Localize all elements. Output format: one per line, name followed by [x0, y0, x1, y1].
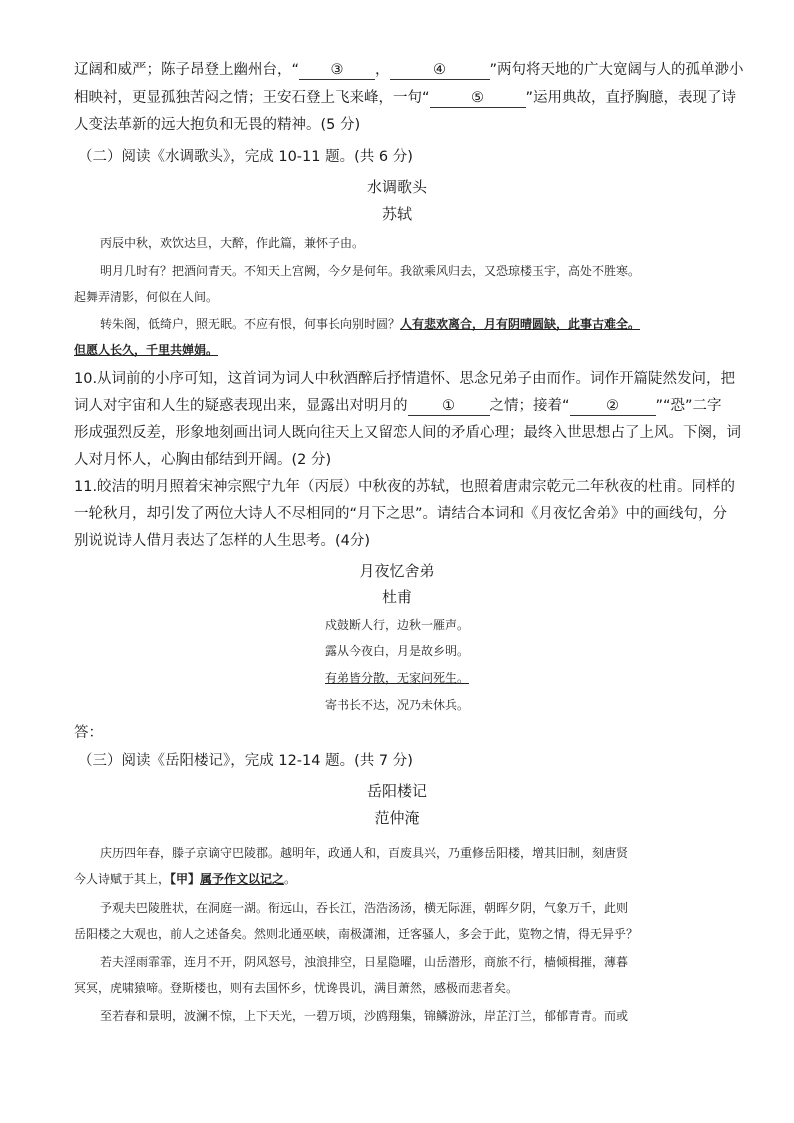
q10-line-3: 形成强烈反差，形象地刻画出词人既向往天上又留恋人间的矛盾心理；最终入世思想占了上风。下阕，词: [74, 425, 741, 441]
poem-author: 杜甫: [381, 588, 412, 606]
prose-author: 范仲淹: [374, 809, 420, 827]
poem-line: [0, 668, 794, 688]
q10-line-4: 人对月怀人，心胸由郁结到开阔。(2 分): [74, 452, 332, 468]
poem-title: 水调歌头: [366, 178, 427, 196]
text: 之情；接着“: [489, 398, 570, 414]
q11-line-3: 别说说诗人借月表达了怎样的人生思考。(4分): [74, 533, 371, 549]
q10-line-1: 10.从词前的小序可知，这首词为词人中秋酒醉后抒情遣怀、思念兄弟子由而作。词作开篇陡然发问，把: [74, 371, 736, 387]
prose-line: 予观夫巴陵胜状，在洞庭一湖。衔远山，吞长江，浩浩汤汤，横无际涯，朝晖夕阴，气象万千，此则: [100, 901, 629, 915]
q11-line-2: 一轮秋月，却引发了两位大诗人不尽相同的“月下之思”。请结合本词和《月夜忆舍弟》中的画线句，分: [74, 506, 728, 522]
prose-line: 至若春和景明，波澜不惊，上下天光，一碧万顷，沙鸥翔集，锦鳞游泳，岸芷汀兰，郁郁青青。而或: [100, 1009, 629, 1023]
prose-line: 冥冥，虎啸猿啼。登斯楼也，则有去国怀乡，忧谗畏讥，满目萧然，感极而悲者矣。: [74, 981, 519, 995]
prose-line: 若夫淫雨霏霏，连月不开，阴风怒号，浊浪排空，日星隐曜，山岳潜形，商旅不行，樯倾楫摧，薄暮: [100, 955, 629, 969]
answer-blank-3[interactable]: [299, 62, 375, 80]
answer-blank-2[interactable]: [570, 398, 656, 416]
section-heading-3: （三）阅读《岳阳楼记》，完成 12-14 题。(共 7 分): [78, 753, 413, 769]
poem-line: 起舞弄清影，何似在人间。: [74, 290, 219, 304]
text: ”运用典故，直抒胸臆，表现了诗: [525, 90, 737, 106]
top-line-1: [74, 60, 744, 80]
poem-line: 露从今夜白，月是故乡明。: [324, 644, 469, 658]
poem-preface: 丙辰中秋，欢饮达旦，大醉，作此篇，兼怀子由。: [100, 236, 365, 250]
blank-label: ③: [330, 62, 344, 78]
prose-line: 庆历四年春，滕子京谪守巴陵郡。越明年，政通人和，百废具兴，乃重修岳阳楼，增其旧制，刻唐贤: [100, 846, 629, 860]
blank-label: ②: [606, 398, 620, 414]
top-line-3: 人变法革新的远大抱负和无畏的精神。(5 分): [74, 117, 361, 133]
prose-line: 岳阳楼之大观也，前人之述备矣。然则北通巫峡，南极潇湘，迁客骚人，多会于此，览物之情，得无异乎？: [74, 927, 639, 941]
text: ”“恐”二字: [655, 398, 722, 414]
q11-line-1: 11.皎洁的明月照着宋神宗熙宁九年（丙辰）中秋夜的苏轼，也照着唐肃宗乾元二年秋夜的杜甫。同样的: [74, 479, 736, 495]
top-line-2: [74, 88, 737, 108]
text: 今人诗赋于其上，: [74, 872, 171, 886]
text: ”两句将天地的广大宽阔与人的孤单渺小: [489, 62, 744, 78]
text: 。: [284, 872, 297, 886]
answer-blank-4[interactable]: [390, 62, 490, 80]
text: ，: [375, 62, 390, 78]
underlined-sentence: 但愿人长久，千里共婵娟。: [74, 343, 219, 357]
poem-line: [74, 340, 734, 360]
poem-line: 寄书长不达，况乃未休兵。: [324, 698, 469, 712]
poem-author: 苏轼: [381, 205, 412, 223]
blank-label: ⑤: [471, 90, 485, 106]
blank-label: ④: [433, 62, 447, 78]
section-heading-2: （二）阅读《水调歌头》，完成 10-11 题。(共 6 分): [78, 149, 413, 165]
poem-line: 戍鼓断人行，边秋一雁声。: [324, 618, 469, 632]
q10-line-2: [74, 396, 734, 416]
text: 相映衬，更显孤独苦闷之情；王安石登上飞来峰，一句“: [74, 90, 430, 106]
answer-blank-5[interactable]: [430, 90, 526, 108]
underlined-sentence: 人有悲欢离合，月有阴晴圆缺，此事古难全。: [400, 317, 641, 331]
poem-line: 明月几时有？把酒问青天。不知天上宫阙，今夕是何年。我欲乘风归去，又恐琼楼玉宇，高处不胜寒。: [100, 264, 641, 278]
prose-line: [74, 869, 734, 889]
answer-blank-1[interactable]: [408, 398, 490, 416]
poem-line: [100, 314, 734, 334]
blank-label: ①: [442, 398, 455, 414]
poem-title: 月夜忆舍弟: [359, 562, 435, 580]
underlined-sentence: 属予作文以记之: [200, 872, 285, 886]
text: 词人对宇宙和人生的疑惑表现出来，显露出对明月的: [74, 398, 408, 414]
prose-title: 岳阳楼记: [366, 782, 427, 800]
text: 转朱阁，低绮户，照无眠。不应有恨，何事长向别时圆？: [100, 317, 401, 331]
text: 辽阔和威严；陈子昂登上幽州台，“: [74, 62, 300, 78]
underlined-sentence: 有弟皆分散，无家问死生。: [324, 671, 469, 685]
answer-label: 答：: [74, 725, 103, 741]
question-mark-jia: 【甲】: [170, 872, 201, 886]
